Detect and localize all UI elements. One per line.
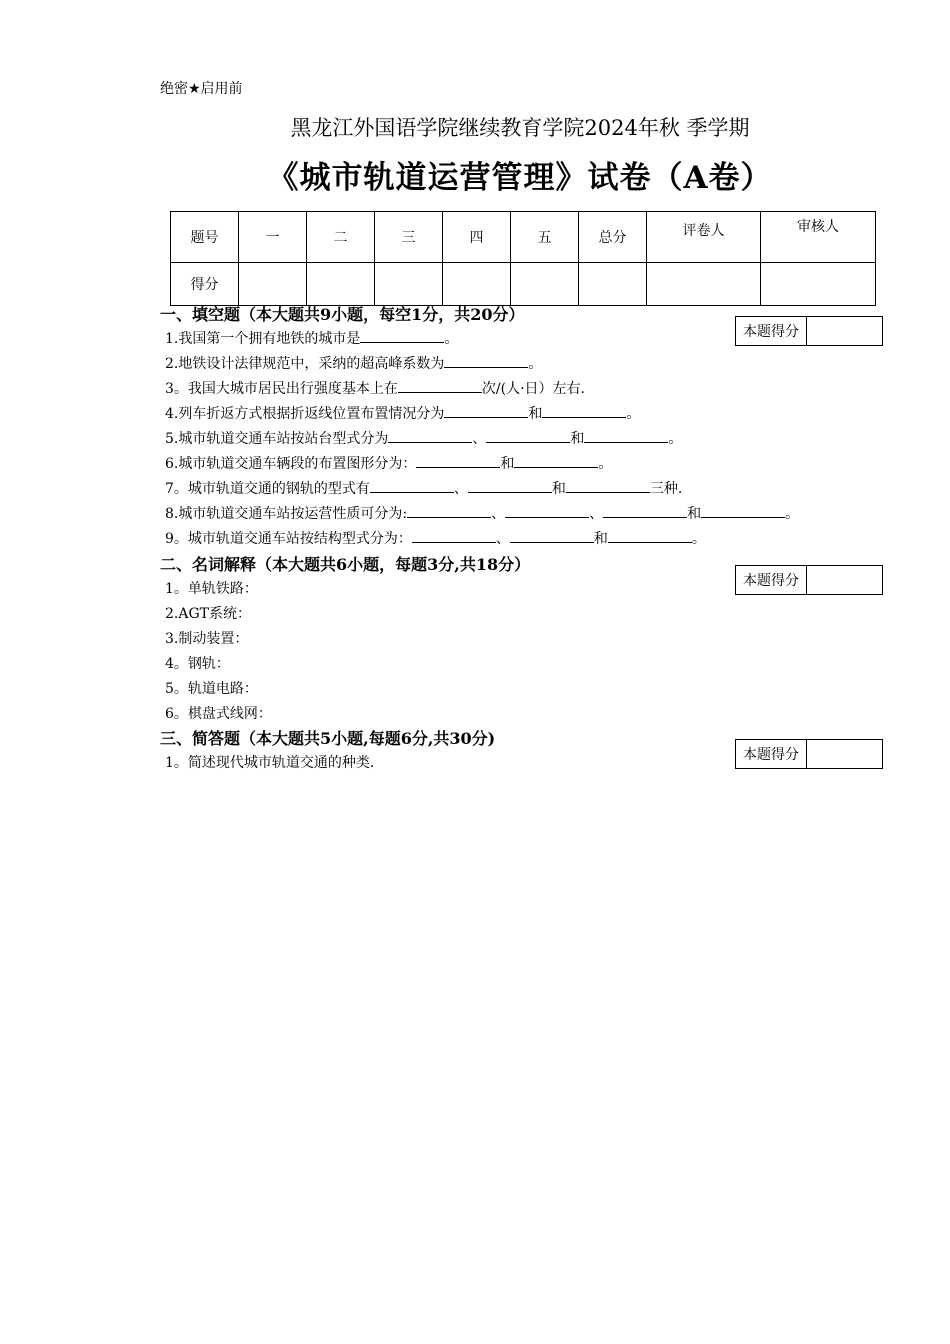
- section-2-title: 二、名词解释（本大题共6小题，每题3分,共18分）: [160, 555, 531, 574]
- question-text: 次/(人·日）左右.: [481, 381, 585, 397]
- question-text: 8.城市轨道交通车站按运营性质可分为:: [165, 506, 408, 522]
- question-text: 3。我国大城市居民出行强度基本上在: [165, 381, 398, 397]
- answer-blank[interactable]: [416, 455, 500, 468]
- question-text: 5.城市轨道交通车站按站台型式分为: [165, 431, 389, 447]
- score-cell[interactable]: [761, 263, 876, 306]
- fill-question: [165, 453, 612, 473]
- answer-blank[interactable]: [444, 355, 528, 368]
- table-cell: 得分: [171, 263, 239, 306]
- question-text: 、: [495, 531, 510, 547]
- question-text: 、: [472, 431, 487, 447]
- fill-question: [165, 353, 542, 373]
- score-cell[interactable]: [511, 263, 579, 306]
- question-text: 和: [528, 406, 543, 422]
- answer-blank[interactable]: [486, 430, 570, 443]
- question-text: 和: [551, 481, 566, 497]
- section-1-title: 一、填空题（本大题共9小题，每空1分，共20分）: [160, 305, 525, 324]
- question-text: 6.城市轨道交通车辆段的布置图形分为：: [165, 456, 417, 472]
- fill-question: [165, 428, 682, 448]
- table-cell: 题号: [171, 212, 239, 263]
- table-cell: 评卷人: [647, 212, 761, 263]
- score-cell[interactable]: [579, 263, 647, 306]
- fill-question: [165, 328, 458, 348]
- confidential-label: 绝密★启用前: [160, 81, 243, 97]
- score-table-header-row: [171, 212, 876, 263]
- exam-title: 《城市轨道运营管理》试卷（A卷）: [267, 160, 773, 196]
- answer-blank[interactable]: [566, 480, 650, 493]
- score-cell[interactable]: [375, 263, 443, 306]
- answer-blank[interactable]: [407, 505, 491, 518]
- answer-blank[interactable]: [584, 430, 668, 443]
- question-text: 。: [528, 356, 543, 372]
- term-question: 1。单轨铁路：: [165, 581, 258, 597]
- score-box-label: 本题得分: [736, 566, 807, 594]
- question-text: 和: [500, 456, 515, 472]
- fill-question: [165, 403, 640, 423]
- question-text: 7。城市轨道交通的钢轨的型式有: [165, 481, 370, 497]
- answer-blank[interactable]: [514, 455, 598, 468]
- question-text: 2.地铁设计法律规范中，采纳的超高峰系数为: [165, 356, 445, 372]
- term-question: 4。钢轨：: [165, 656, 230, 672]
- answer-blank[interactable]: [398, 380, 482, 393]
- answer-blank[interactable]: [701, 505, 785, 518]
- score-box-label: 本题得分: [736, 317, 807, 345]
- score-table: [170, 211, 876, 306]
- score-cell[interactable]: [443, 263, 511, 306]
- table-cell: 总分: [579, 212, 647, 263]
- question-text: 。: [785, 506, 800, 522]
- question-text: 和: [593, 531, 608, 547]
- answer-blank[interactable]: [370, 480, 454, 493]
- fill-question: [165, 503, 799, 523]
- score-cell[interactable]: [239, 263, 307, 306]
- term-question: 2.AGT系统：: [165, 606, 251, 622]
- score-box-value[interactable]: [807, 566, 882, 594]
- fill-question: [165, 528, 706, 548]
- question-text: 、: [589, 506, 604, 522]
- score-cell[interactable]: [307, 263, 375, 306]
- answer-blank[interactable]: [388, 430, 472, 443]
- score-table-score-row: [171, 263, 876, 306]
- fill-question: [165, 478, 682, 498]
- table-cell: 一: [239, 212, 307, 263]
- question-text: 。: [598, 456, 613, 472]
- question-text: 。: [668, 431, 683, 447]
- question-text: 。: [444, 331, 459, 347]
- answer-blank[interactable]: [468, 480, 552, 493]
- table-cell: 四: [443, 212, 511, 263]
- table-cell: 二: [307, 212, 375, 263]
- question-text: 4.列车折返方式根据折返线位置布置情况分为: [165, 406, 445, 422]
- question-text: 、: [491, 506, 506, 522]
- term-question: 3.制动装置：: [165, 631, 249, 647]
- score-box-label: 本题得分: [736, 740, 807, 768]
- table-cell: 审核人: [761, 212, 876, 263]
- fill-question: [165, 378, 585, 398]
- answer-blank[interactable]: [603, 505, 687, 518]
- term-question: 6。棋盘式线网：: [165, 706, 272, 722]
- term-question: 5。轨道电路：: [165, 681, 258, 697]
- score-box-value[interactable]: [807, 317, 882, 345]
- question-text: 9。城市轨道交通车站按结构型式分为：: [165, 531, 412, 547]
- question-text: 。: [626, 406, 641, 422]
- table-cell: 三: [375, 212, 443, 263]
- answer-blank[interactable]: [360, 330, 444, 343]
- score-box-value[interactable]: [807, 740, 882, 768]
- score-cell[interactable]: [647, 263, 761, 306]
- question-text: 和: [687, 506, 702, 522]
- answer-blank[interactable]: [412, 530, 496, 543]
- answer-blank[interactable]: [542, 405, 626, 418]
- section-3-title: 三、简答题（本大题共5小题,每题6分,共30分): [160, 729, 496, 748]
- section-2-score-box: [735, 565, 883, 595]
- answer-blank[interactable]: [505, 505, 589, 518]
- question-text: 、: [453, 481, 468, 497]
- table-cell: 五: [511, 212, 579, 263]
- section-3-score-box: [735, 739, 883, 769]
- question-text: 和: [570, 431, 585, 447]
- answer-blank[interactable]: [444, 405, 528, 418]
- section-1-score-box: [735, 316, 883, 346]
- answer-blank[interactable]: [510, 530, 594, 543]
- short-answer-question: 1。简述现代城市轨道交通的种类.: [165, 755, 375, 771]
- answer-blank[interactable]: [608, 530, 692, 543]
- question-text: 1.我国第一个拥有地铁的城市是: [165, 331, 361, 347]
- school-semester-heading: 黑龙江外国语学院继续教育学院2024年秋 季学期: [290, 116, 750, 140]
- question-text: 。: [691, 531, 706, 547]
- question-text: 三种.: [649, 481, 683, 497]
